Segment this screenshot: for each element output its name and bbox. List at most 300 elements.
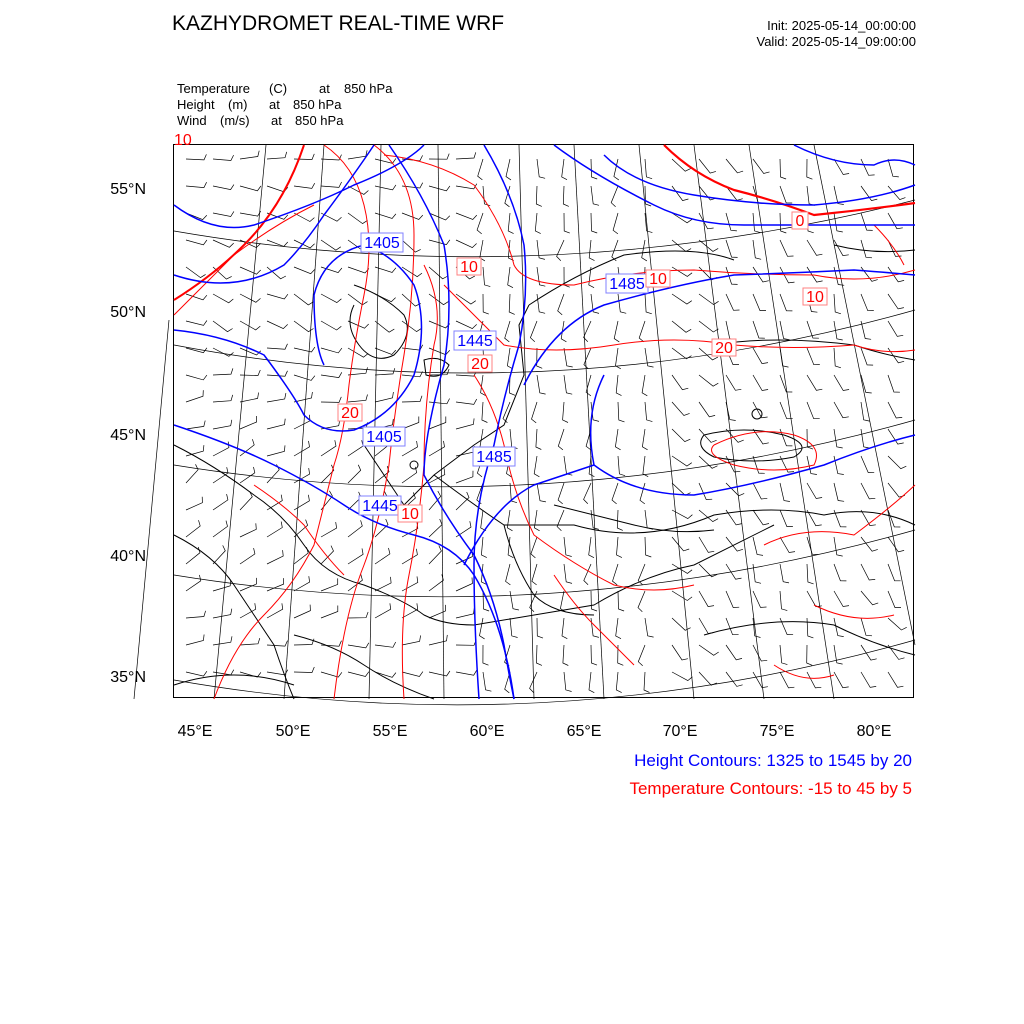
wind-barb [645,510,653,529]
wind-barb [726,537,743,551]
wind-barb [456,492,469,510]
wind-barb [753,321,765,338]
wind-barb [699,591,714,607]
wind-barb [557,510,564,531]
wind-barb [456,399,477,404]
wind-barb [613,213,618,234]
lat-label: 35°N [110,669,146,686]
wind-barb [507,348,512,369]
wind-barb [645,159,652,179]
wind-barb [560,591,565,612]
wind-barb [780,375,792,392]
wind-barb [535,213,540,234]
wind-barb [348,465,361,483]
wind-barb [267,294,288,299]
wind-barb [672,564,692,573]
wind-barb [186,390,203,402]
map-title: KAZHYDROMET REAL-TIME WRF [172,12,505,35]
wind-barb [294,267,315,274]
temperature-label [792,212,808,230]
wind-barb [240,186,261,191]
wind-barb [753,348,768,364]
wind-barb [294,605,310,618]
wind-barb [456,418,474,429]
wind-barb [807,159,813,179]
wind-barb [240,211,261,216]
wind-barb [563,186,569,206]
wind-barb [480,618,485,639]
wind-barb [861,429,870,448]
wind-barb [558,483,564,504]
wind-barb [617,537,622,558]
wind-barb [429,240,450,245]
wind-barb [726,456,740,472]
wind-barb [321,672,342,677]
wind-barb [780,537,795,553]
wind-barb [456,152,476,159]
wind-barb [429,294,449,305]
svg-text:10: 10 [401,506,419,523]
wind-barb [375,577,391,591]
wind-barb [726,321,736,340]
lon-label: 45°E [177,723,213,740]
field-at: at [271,113,282,128]
wind-barb [375,213,396,219]
wind-barb [537,618,543,638]
wind-barb [699,618,714,634]
lon-label: 55°E [372,723,408,740]
wind-barb [807,564,814,584]
wind-barb [375,672,396,677]
wind-barb [429,574,443,591]
wind-barb [267,550,283,564]
wind-barb [508,213,513,234]
wind-barb [672,456,692,466]
wind-barb [807,483,822,499]
wind-barb [591,186,599,205]
wind-barb [618,402,625,422]
wind-barb [726,618,739,635]
wind-barb [861,159,875,175]
wind-barb [780,186,792,203]
wind-barb [294,347,315,352]
wind-barb [726,213,737,231]
wind-barb [672,537,689,551]
field-row-height [177,97,392,113]
valid-time: Valid: 2025-05-14_09:00:00 [756,34,916,49]
wind-barb [589,240,594,261]
wind-barb [699,375,718,386]
wind-barb [348,395,368,403]
wind-barb [834,402,849,418]
field-at: at [269,97,280,112]
wind-barb [456,578,472,592]
wind-barb [672,267,692,276]
wind-barb [537,240,545,259]
wind-barb [267,393,286,402]
wind-barb [375,548,390,564]
wind-barb [753,591,767,607]
field-name: Temperature [177,81,250,96]
wind-barb [429,441,445,456]
height-contour-legend: Height Contours: 1325 to 1545 by 20 [634,751,912,770]
wind-barb [618,591,624,611]
wind-barb [240,523,256,537]
wind-barb [429,519,442,537]
wind-barb [558,294,564,315]
wind-barb [888,483,905,497]
wind-barb [240,321,260,330]
wind-barb [834,294,841,314]
wind-barb [753,240,761,259]
wind-barb [861,672,876,687]
wind-barb [483,645,489,665]
wind-barb [584,483,591,504]
wind-barb [861,591,878,605]
svg-text:20: 20 [471,356,489,373]
wind-barb [429,635,447,645]
wind-barb [348,348,368,357]
wind-barb [616,375,621,396]
wind-barb [375,185,396,190]
wind-barb [780,510,793,527]
wind-barb [591,159,597,179]
wind-barb [510,591,519,610]
wind-barb [614,159,619,180]
wind-barb [699,402,715,417]
wind-barb [213,211,234,216]
wind-barb [456,321,477,329]
wind-barb [267,344,288,349]
wind-barb [861,564,875,580]
wind-barb [861,294,874,311]
wind-barb [672,240,691,252]
svg-text:1485: 1485 [609,276,645,293]
field-description [177,81,392,129]
wind-barb [780,618,793,635]
wind-barb [807,537,818,555]
height-label [363,427,405,446]
wind-barb [429,186,450,191]
svg-text:1405: 1405 [366,429,402,446]
wind-barb [807,348,820,365]
wind-barb [240,439,254,456]
wind-barb [213,321,233,332]
wind-barb [481,375,486,396]
field-name: Height [177,97,215,112]
wind-barb [456,471,473,483]
wind-barb [375,348,396,355]
wind-barb [643,456,648,477]
wind-barb [753,294,766,311]
wind-barb [861,240,872,258]
wind-barb [537,483,546,502]
wind-barb [888,294,904,309]
wind-barb [348,213,368,224]
wind-barb [638,645,645,666]
wind-barb [294,294,313,305]
wind-barb [616,618,621,639]
wind-barb [726,483,744,496]
height-label [606,274,648,293]
field-name: Wind [177,113,207,128]
wind-barb [375,603,391,618]
temperature-label [338,404,362,422]
wind-barb [563,645,568,666]
lon-label: 50°E [275,723,311,740]
wind-barb [780,564,789,583]
wind-barb [348,267,369,273]
map-panel[interactable] [173,132,914,698]
field-row-wind [177,113,392,129]
wind-barb [644,672,650,693]
field-level: 850 hPa [344,81,393,96]
wind-barb [672,294,692,304]
wind-barb [645,537,651,557]
wind-barb [240,370,260,376]
wind-barb [726,672,743,686]
wind-barb [483,672,491,691]
field-unit: (C) [269,81,288,96]
svg-text:10: 10 [806,289,824,306]
wind-barb [834,591,849,607]
wind-barb [321,348,342,353]
svg-text:1445: 1445 [362,498,398,515]
wind-barb [240,267,261,274]
wind-barb [348,548,363,564]
wind-barb [321,372,342,377]
wind-barb [834,213,843,232]
wind-barb [456,294,476,304]
wind-barb [699,645,719,655]
wind-barb [321,397,341,403]
wind-barb [429,546,441,565]
map-canvas [174,132,915,699]
wind-barb [888,645,905,659]
wind-barb [888,159,899,177]
wind-barb [672,348,692,359]
svg-text:1405: 1405 [364,235,400,252]
wind-barb [348,672,369,677]
svg-text:10: 10 [174,132,192,149]
wind-barb [726,375,741,390]
wind-barb [807,375,822,390]
wind-barb [348,612,368,618]
wind-barb [699,483,712,500]
wind-barb [613,564,619,585]
wind-barb [780,240,794,256]
wind-barb [267,641,288,647]
wind-barb [672,321,691,332]
wind-barb [642,375,647,396]
wind-barb [834,429,843,448]
wind-barb [753,159,770,174]
wind-barb [807,672,821,688]
wind-barb [807,618,813,638]
wind-barb [615,429,620,450]
field-level: 850 hPa [295,113,344,128]
wind-barb [321,240,341,250]
wind-barb [807,402,820,419]
wind-barb [294,392,312,402]
wind-barb [375,158,396,163]
wind-barb [617,510,623,530]
lon-label: 75°E [759,723,795,740]
lat-label: 40°N [110,548,146,565]
wind-barb [402,576,418,591]
wind-barb [240,548,255,564]
wind-barb [213,494,228,510]
wind-barb [564,672,572,692]
wind-barb [861,618,872,636]
wind-barb [557,240,564,261]
wind-barb [726,159,743,173]
wind-barb [780,321,790,340]
wind-barb [834,483,844,501]
wind-barb [618,456,625,476]
wind-barb [612,483,618,504]
wind-barb [213,420,232,429]
wind-barb [186,445,204,456]
wind-barb [614,321,619,342]
wind-barb [591,213,597,233]
wind-barb [507,510,512,531]
wind-barb [186,240,207,245]
wind-barb [726,645,742,660]
wind-barb [888,402,902,418]
wind-barb [645,618,654,637]
wind-barb [564,348,573,367]
svg-text:20: 20 [341,405,359,422]
wind-barb [888,213,903,229]
wind-barb [267,495,282,510]
temperature-label [398,505,422,523]
wind-barb [562,159,567,180]
wind-barb [348,294,368,305]
wind-barb [888,321,903,336]
wind-barb [726,240,738,257]
wind-barb [584,321,591,342]
wind-barb [645,294,652,314]
wind-barb [375,642,396,647]
wind-barb [888,375,900,392]
wind-barb [672,591,692,601]
wind-barb [699,429,717,442]
wind-barb [213,636,232,645]
wind-barb [483,267,490,287]
wind-barb [834,564,846,581]
wind-barb [584,564,591,585]
wind-barb [780,645,787,665]
wind-barb [294,667,314,673]
wind-barb [536,186,542,206]
wind-barb [537,375,546,394]
wind-barb [534,456,539,477]
svg-text:10: 10 [649,271,667,288]
wind-barb [753,213,760,233]
svg-text:0: 0 [795,213,805,230]
wind-barb [321,578,338,591]
wind-barb [348,440,363,456]
wind-barb [402,635,421,645]
wind-barb [888,618,907,630]
height-label [361,233,403,252]
wind-barb [589,537,594,558]
wind-barb [672,402,690,416]
wind-barb [726,591,739,608]
wind-barb [294,154,314,160]
lat-label: 50°N [110,304,146,321]
wind-barb [564,537,572,557]
wind-barb [348,150,367,159]
lon-label: 70°E [662,723,698,740]
wind-barb [456,240,477,248]
field-unit: (m) [228,97,248,112]
wind-barb [402,267,422,277]
wind-barb [186,154,206,160]
wind-barb [321,440,336,456]
wind-barb [564,375,572,394]
wind-barb [429,321,450,328]
wind-barb [699,294,719,305]
wind-barb [616,672,621,693]
wind-barb [321,606,338,619]
wind-barb [563,402,568,423]
wind-barb [213,368,233,375]
wind-barb [753,483,767,499]
temperature-label [468,355,492,373]
wind-barb [186,294,207,300]
wind-barb [294,375,315,380]
wind-barb [834,375,849,391]
wind-barb [294,183,315,188]
wind-barb [321,321,341,330]
svg-text:1445: 1445 [457,333,493,350]
wind-barb [530,321,537,342]
wind-barb [240,491,252,510]
wind-barb [591,645,597,665]
wind-barb [645,348,654,367]
wind-barb [834,348,841,368]
wind-barb [429,154,449,160]
wind-barb [780,159,786,179]
temperature-label [457,258,481,276]
wind-barb [429,491,441,510]
wind-barb [672,672,692,681]
wind-barb [780,294,792,311]
wind-barb [780,348,789,367]
wind-barb [639,321,645,342]
wind-barb [375,368,395,375]
wind-barb [611,186,618,207]
wind-barb [506,159,511,180]
wind-barb [186,671,207,676]
wind-barb [509,294,515,314]
wind-barb [536,645,542,665]
wind-barb [429,417,446,430]
wind-barb [240,294,261,302]
wind-barb [753,456,765,473]
wind-barb [753,375,768,391]
wind-barb [508,267,513,288]
wind-barb [402,321,422,332]
wind-barb [888,456,906,469]
wind-barb [888,591,901,608]
wind-barb [186,421,205,429]
wind-barb [294,576,310,591]
wind-barb [638,591,645,612]
wind-barb [591,618,599,637]
